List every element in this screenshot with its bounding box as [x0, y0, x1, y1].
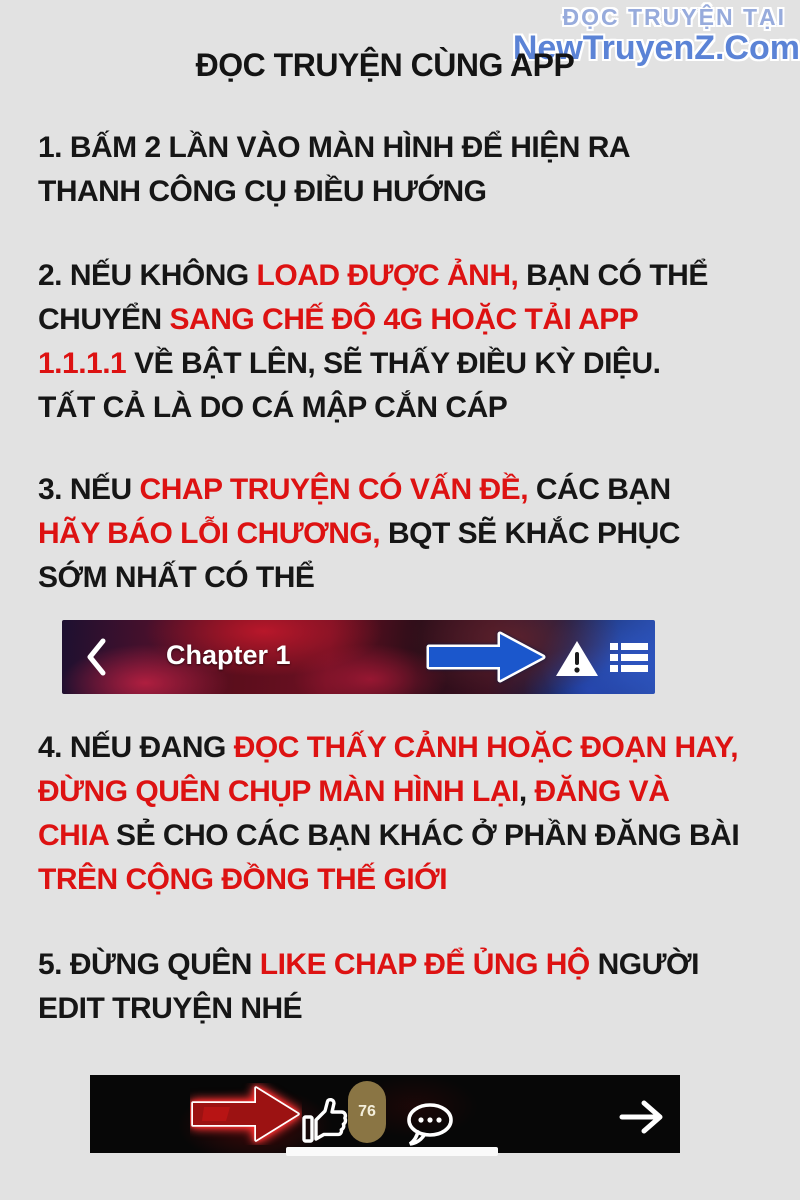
text-segment: BẠN CÓ THỂ [518, 259, 708, 292]
text-segment: 1. BẤM 2 LẦN VÀO MÀN HÌNH ĐỂ HIỆN RA [38, 131, 631, 164]
page-title: ĐỌC TRUYỆN CÙNG APP [195, 47, 575, 83]
like-thumb-icon[interactable] [300, 1097, 348, 1150]
instruction-1 [38, 126, 798, 214]
instruction-line [38, 170, 798, 214]
text-segment: SẺ CHO CÁC BẠN KHÁC Ở PHẦN ĐĂNG BÀI [108, 819, 740, 852]
chapter-list-icon[interactable] [610, 643, 648, 676]
text-segment: EDIT TRUYỆN NHÉ [38, 992, 303, 1025]
highlighted-text: TRÊN CỘNG ĐỒNG THẾ GIỚI [38, 863, 448, 896]
text-segment: CÁC BẠN [528, 473, 671, 506]
highlighted-text: ĐỪNG QUÊN CHỤP MÀN HÌNH LẠI [38, 775, 519, 808]
list-icon-row [610, 643, 648, 650]
instruction-4 [38, 726, 798, 902]
pointer-arrow-icon [426, 630, 548, 689]
list-icon-row [610, 665, 648, 672]
instruction-3 [38, 468, 798, 600]
loading-strip [286, 1147, 498, 1156]
instruction-line [38, 386, 798, 430]
chapter-nav-screenshot [62, 620, 655, 694]
instruction-line [38, 814, 798, 858]
logo-sitename: NewTruyenZ.Com [512, 29, 800, 67]
highlighted-text: LIKE CHAP ĐỂ ỦNG HỘ [259, 948, 590, 981]
pointer-arrow-red-icon [190, 1083, 302, 1150]
instruction-line [38, 512, 798, 556]
instruction-line [38, 298, 798, 342]
text-segment: 4. NẾU ĐANG [38, 731, 234, 764]
text-segment: 5. ĐỪNG QUÊN [38, 948, 260, 981]
instruction-line [38, 254, 798, 298]
report-error-icon[interactable] [554, 639, 600, 684]
highlighted-text: CHIA [38, 819, 109, 852]
highlighted-text: HÃY BÁO LỖI CHƯƠNG, [38, 517, 381, 550]
highlighted-text: 1.1.1.1 [38, 347, 127, 380]
text-segment: CHUYỂN [38, 303, 170, 336]
text-segment: , [518, 775, 535, 808]
instruction-5 [38, 943, 798, 1031]
text-segment: TẤT CẢ LÀ DO CÁ MẬP CẮN CÁP [38, 391, 508, 424]
like-count-badge [348, 1081, 386, 1143]
text-segment: 3. NẾU [38, 473, 140, 506]
next-chapter-arrow-icon[interactable] [617, 1099, 667, 1140]
instruction-line [38, 556, 798, 600]
instruction-line [38, 342, 798, 386]
back-chevron-icon[interactable] [84, 637, 108, 682]
text-segment: VỀ BẬT LÊN, SẼ THẤY ĐIỀU KỲ DIỆU. [126, 347, 661, 380]
text-segment: SỚM NHẤT CÓ THỂ [38, 561, 315, 594]
list-icon-row [610, 654, 648, 661]
text-segment: THANH CÔNG CỤ ĐIỀU HƯỚNG [38, 175, 487, 208]
instruction-2 [38, 254, 798, 430]
highlighted-text: CHAP TRUYỆN CÓ VẤN ĐỀ, [139, 473, 529, 506]
instruction-line [38, 126, 798, 170]
instruction-line [38, 468, 798, 512]
like-count: 76 [358, 1103, 376, 1120]
chapter-title: Chapter 1 [166, 640, 291, 670]
instruction-line [38, 943, 798, 987]
logo-tagline: ĐỌC TRUYỆN TẠI [562, 4, 786, 30]
instruction-line [38, 726, 798, 770]
instruction-line [38, 858, 798, 902]
instruction-line [38, 770, 798, 814]
text-segment: 2. NẾU KHÔNG [38, 259, 257, 292]
highlighted-text: ĐĂNG VÀ [534, 775, 670, 808]
highlighted-text: LOAD ĐƯỢC ẢNH, [256, 259, 519, 292]
instruction-line [38, 987, 798, 1031]
highlighted-text: ĐỌC THẤY CẢNH HOẶC ĐOẠN HAY, [233, 731, 739, 764]
text-segment: BQT SẼ KHẮC PHỤC [380, 517, 680, 550]
text-segment: NGƯỜI [589, 948, 699, 981]
like-bar-screenshot [90, 1075, 680, 1153]
highlighted-text: SANG CHẾ ĐỘ 4G HOẶC TẢI APP [169, 303, 639, 336]
